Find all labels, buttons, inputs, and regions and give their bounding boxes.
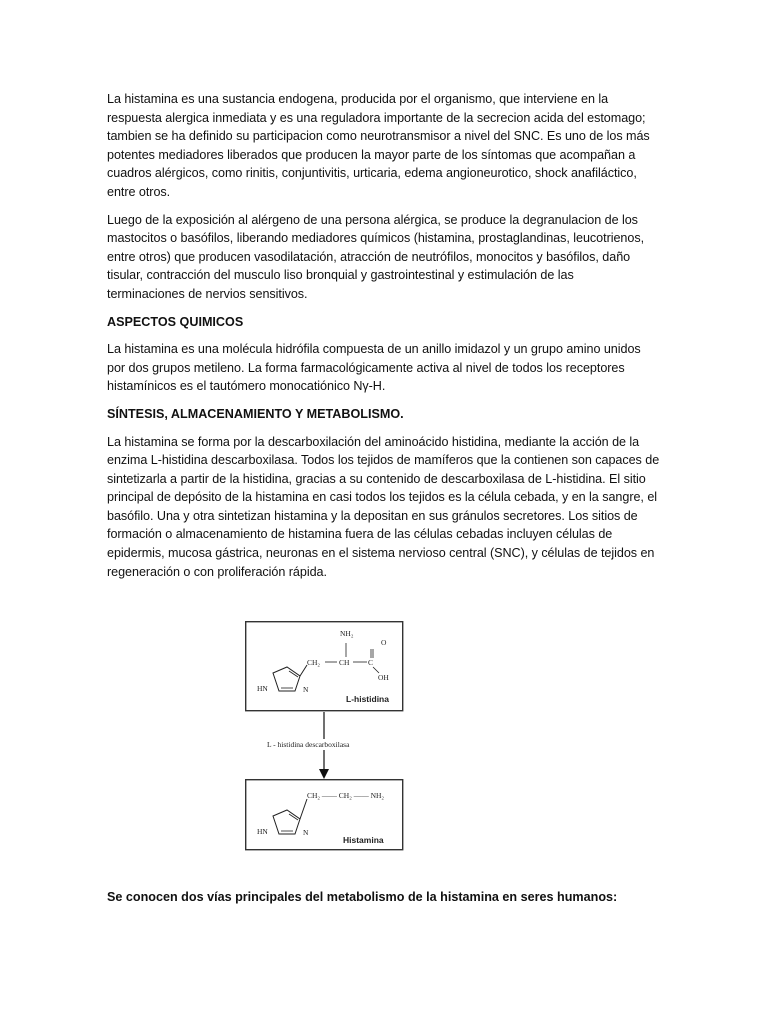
text-line: entre otros.: [107, 184, 171, 199]
text-line: histamínicos es el tautómero monocatiónico Nγ-H.: [107, 379, 386, 394]
text-line: sintetizarla a partir de la histidina, gracias a su contenido de descarboxilasa de L-histidina. El sitio: [107, 471, 646, 486]
paragraph-intro: [107, 90, 667, 202]
paragraph-synthesis: [107, 433, 667, 582]
heading-aspectos-quimicos: ASPECTOS QUIMICOS: [107, 314, 244, 329]
histidine-decarboxylation-figure: [245, 621, 405, 852]
text-line: tisular, contracción del musculo liso bronquial y gastrointestinal y estimulación de las: [107, 268, 574, 283]
heading-sintesis: SÍNTESIS, ALMACENAMIENTO Y METABOLISMO.: [107, 406, 404, 421]
text-line: mastocitos o basófilos, liberando mediadores químicos (histamina, prostaglandinas, leucotrienos,: [107, 231, 645, 246]
n-label: N: [303, 685, 309, 694]
l-histidina-label: L-histidina: [346, 694, 389, 704]
ethylamine-chain-label: CH₂ —— CH₂ —— NH₂: [307, 791, 385, 800]
paragraph-allergy: [107, 211, 667, 304]
reaction-diagram: [245, 621, 405, 852]
histamina-label: Histamina: [343, 835, 384, 845]
text-line: La histamina es una molécula hidrófila compuesta de un anillo imidazol y un grupo amino unidos: [107, 342, 641, 357]
text-line: tambien se ha definido su participacion como neurotransmisor a nivel del SNC. Es uno de los más: [107, 129, 650, 144]
text-line: potentes mediadores liberados que producen la mayor parte de los síntomas que acompañan a: [107, 147, 636, 162]
text-line: La histamina se forma por la descarboxilación del aminoácido histidina, mediante la acción de la: [107, 434, 640, 449]
nh-label: HN: [257, 827, 268, 836]
ch-label: CH: [339, 658, 350, 667]
paragraph-chemistry: [107, 340, 667, 396]
text-line: por dos grupos metileno. La forma farmacológicamente activa al nivel de todos los receptores: [107, 360, 625, 375]
arrow-head-icon: [319, 769, 329, 779]
text-line: enzima L-histidina descarboxilasa. Todos los tejidos de mamíferos que la contienen son capaces de: [107, 453, 660, 468]
text-line: epidermis, mucosa gástrica, neuronas en el sistema nervioso central (SNC), y células de tejidos en: [107, 546, 655, 561]
heading-metabolism-pathways: Se conocen dos vías principales del metabolismo de la histamina en seres humanos:: [107, 890, 618, 904]
enzyme-label: L - histidina descarboxilasa: [267, 740, 350, 749]
ch2-label: CH₂: [307, 658, 321, 667]
text-line: cuadros alérgicos, como rinitis, conjuntivitis, urticaria, edema angioneurotico, shock anafiláctico,: [107, 166, 637, 181]
text-line: basófilo. Una y otra sintetizan histamina y la depositan en sus gránulos secretores. Los sitios de: [107, 508, 638, 523]
text-line: respuesta alergica inmediata y es una reguladora importante de la secrecion acida del estomago;: [107, 110, 646, 125]
nh-label: HN: [257, 684, 268, 693]
text-line: entre otros) que producen vasodilatación, atracción de neutrófilos, monocitos y basófilos, daño: [107, 249, 631, 264]
text-line: principal de depósito de la histamina en casi todos los tejidos es la célula cebada, y en la sangre, el: [107, 490, 658, 505]
text-line: La histamina es una sustancia endogena, producida por el organismo, que interviene en la: [107, 92, 609, 106]
text-line: regeneración o con proliferación rápida.: [107, 564, 327, 579]
n-label: N: [303, 828, 309, 837]
oh-label: OH: [378, 673, 389, 682]
text-line: terminaciones de nervios sensitivos.: [107, 286, 308, 301]
nh2-label: NH₂: [340, 629, 354, 638]
carbon-label: C: [368, 658, 374, 667]
document-body: [107, 90, 667, 590]
oxygen-label: O: [381, 638, 387, 647]
text-line: formación o almacenamiento de histamina fuera de las células cebadas incluyen células de: [107, 527, 613, 542]
text-line: Luego de la exposición al alérgeno de una persona alérgica, se produce la degranulacion de los: [107, 212, 638, 227]
